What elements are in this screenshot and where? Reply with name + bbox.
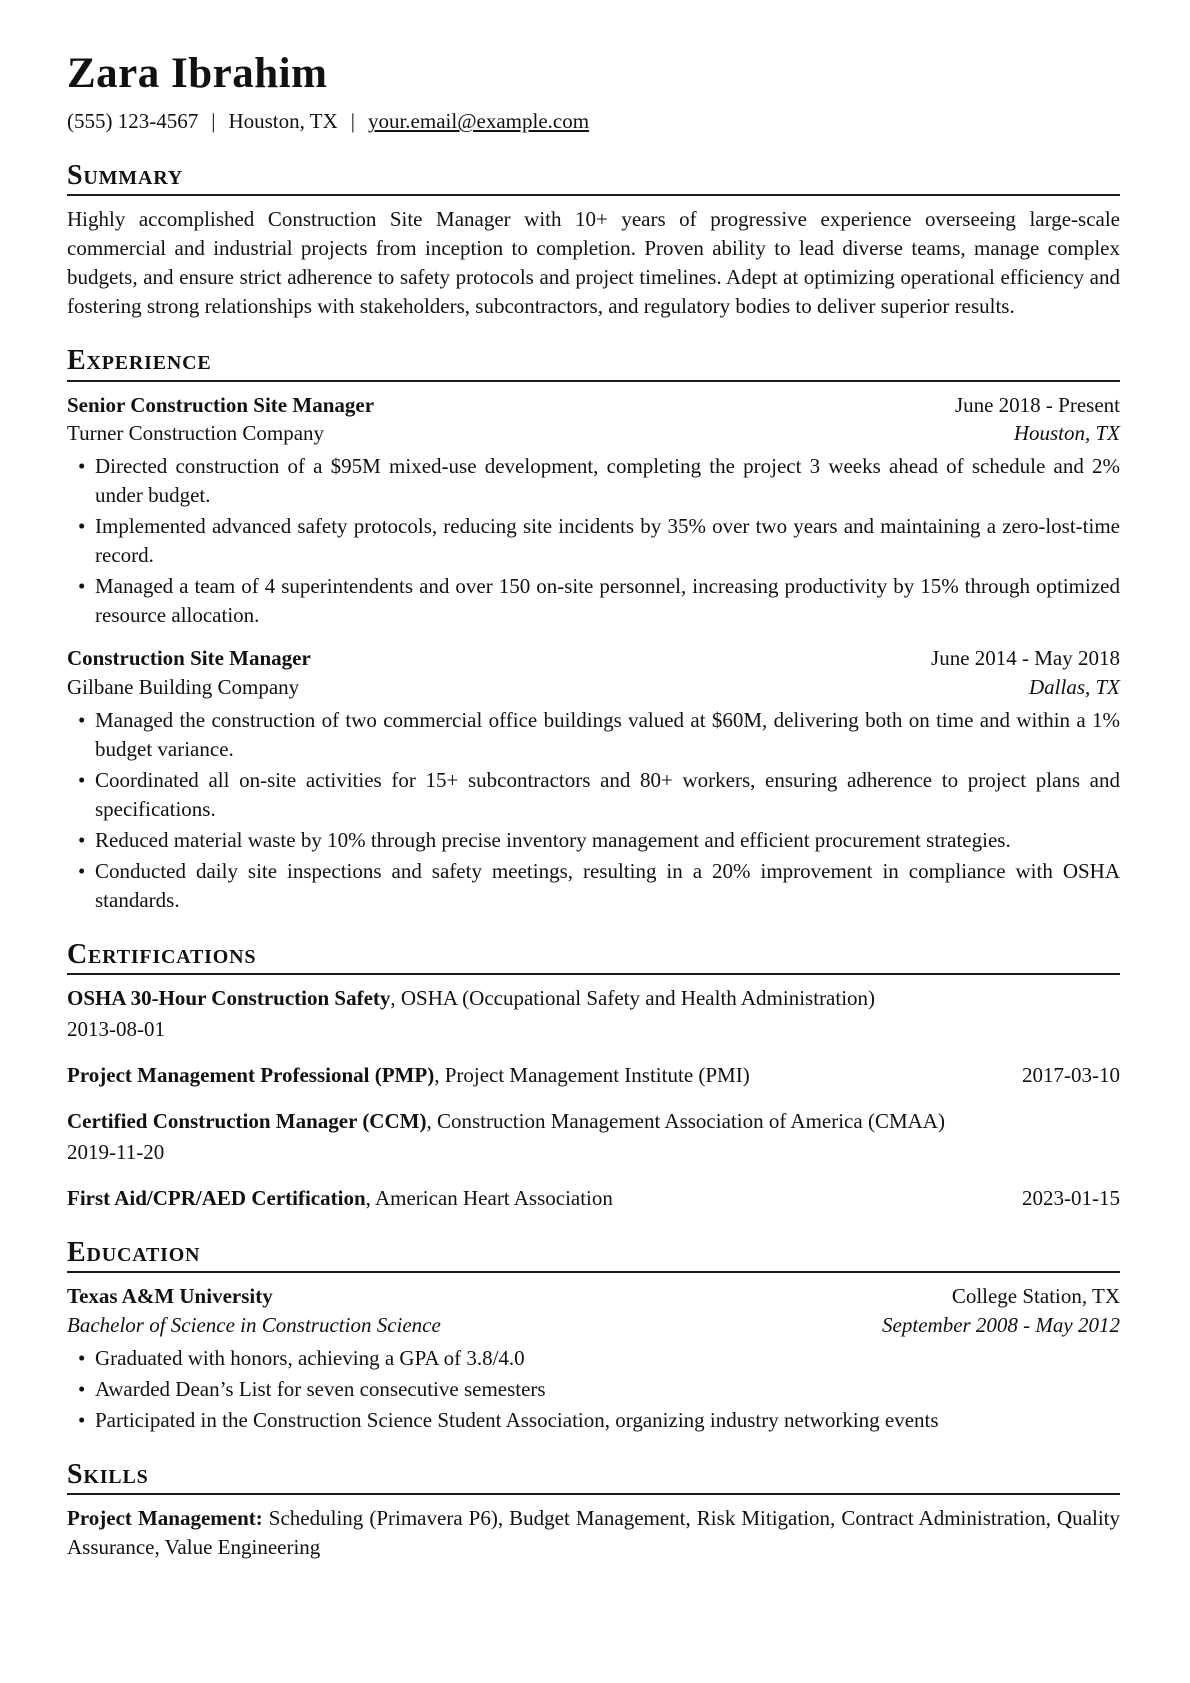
job-title: Construction Site Manager: [67, 646, 311, 671]
job-bullet-list: [67, 706, 1120, 915]
contact-separator: |: [211, 109, 216, 134]
bullet-marker: •: [78, 1377, 86, 1402]
degree-name: Bachelor of Science in Construction Science: [67, 1313, 441, 1338]
section-skills: [67, 1459, 1120, 1562]
section-certifications: [67, 939, 1120, 1213]
certification-name: OSHA 30-Hour Construction Safety: [67, 986, 391, 1011]
list-item: [67, 826, 1120, 855]
location-text: Houston, TX: [228, 109, 338, 134]
bullet-text: Managed a team of 4 superintendents and over 150 on-site personnel, increasing productivity by 15% through optimized resource allocation.: [95, 574, 1120, 628]
job-location: Dallas, TX: [1028, 675, 1120, 700]
candidate-name: Zara Ibrahim: [67, 50, 328, 97]
list-item: [67, 766, 1120, 824]
certification-date: 2013-08-01: [67, 1017, 165, 1042]
bullet-marker: •: [78, 768, 86, 793]
job-company: Gilbane Building Company: [67, 675, 300, 700]
bullet-text: Conducted daily site inspections and safety meetings, resulting in a 20% improvement in compliance with OSHA standards.: [95, 859, 1120, 913]
skill-category: Project Management:: [67, 1506, 263, 1531]
email-link[interactable]: your.email@example.com: [367, 109, 590, 134]
bullet-marker: •: [78, 828, 86, 853]
certifications-heading: Certifications: [67, 939, 1120, 975]
education-heading: Education: [67, 1237, 1120, 1273]
skill-details: Scheduling (Primavera P6), Budget Management, Risk Mitigation, Contract Administration, Quality Assurance, Value Engineering: [67, 1506, 1120, 1560]
list-item: [67, 1375, 1120, 1404]
certification-issuer: , OSHA (Occupational Safety and Health Administration): [390, 986, 876, 1011]
experience-entry: [67, 644, 1120, 915]
bullet-text: Coordinated all on-site activities for 15+ subcontractors and 80+ workers, ensuring adherence to project plans and specifications.: [95, 768, 1120, 822]
bullet-marker: •: [78, 708, 86, 733]
certification-entry: [67, 1061, 1120, 1090]
experience-heading: Experience: [67, 345, 1120, 381]
list-item: [67, 572, 1120, 630]
list-item: [67, 706, 1120, 764]
contact-line: [67, 107, 1120, 136]
bullet-marker: •: [78, 454, 86, 479]
job-location: Houston, TX: [1013, 421, 1120, 446]
certification-name: Certified Construction Manager (CCM): [67, 1109, 427, 1134]
experience-entry: [67, 391, 1120, 631]
certification-entry: [67, 1107, 1120, 1167]
job-company: Turner Construction Company: [67, 421, 325, 446]
certification-date: 2023-01-15: [1022, 1186, 1120, 1211]
certification-name: First Aid/CPR/AED Certification: [67, 1186, 366, 1211]
section-summary: [67, 160, 1120, 321]
education-bullet-list: [67, 1344, 1120, 1435]
bullet-marker: •: [78, 514, 86, 539]
skills-heading: Skills: [67, 1459, 1120, 1495]
list-item: [67, 1406, 1120, 1435]
job-title: Senior Construction Site Manager: [67, 392, 375, 417]
bullet-marker: •: [78, 1408, 86, 1433]
phone-number: (555) 123-4567: [67, 109, 199, 134]
certification-issuer: , Construction Management Association of America (CMAA): [426, 1109, 945, 1134]
summary-text: Highly accomplished Construction Site Manager with 10+ years of progressive experience overseeing large-scale commercial and industrial projects from inception to completion. Proven ability to lead diverse teams, manage complex budgets, and ensure strict adherence to safety protocols and project timelines. Adept at optimizing operational efficiency and fostering strong relationships with stakeholders, subcontractors, and regulatory bodies to deliver superior results.: [67, 207, 1120, 319]
certification-entry: [67, 984, 1120, 1044]
school-dates: September 2008 - May 2012: [882, 1313, 1120, 1338]
certification-issuer: , American Heart Association: [365, 1186, 613, 1211]
school-name: Texas A&M University: [67, 1284, 273, 1309]
list-item: [67, 1344, 1120, 1373]
bullet-marker: •: [78, 574, 86, 599]
certification-date: 2019-11-20: [67, 1140, 165, 1165]
certification-entry: [67, 1184, 1120, 1213]
school-location: College Station, TX: [951, 1284, 1120, 1309]
summary-heading: Summary: [67, 160, 1120, 196]
job-dates: June 2014 - May 2018: [931, 646, 1120, 671]
list-item: [67, 512, 1120, 570]
bullet-text: Graduated with honors, achieving a GPA of 3.8/4.0: [95, 1346, 525, 1371]
education-entry: [67, 1282, 1120, 1435]
bullet-text: Implemented advanced safety protocols, reducing site incidents by 35% over two years and maintaining a zero-lost-time record.: [95, 514, 1120, 568]
bullet-marker: •: [78, 859, 86, 884]
skill-category-line: [67, 1504, 1120, 1562]
list-item: [67, 857, 1120, 915]
section-education: [67, 1237, 1120, 1435]
bullet-marker: •: [78, 1346, 86, 1371]
bullet-text: Managed the construction of two commercial office buildings valued at $60M, delivering both on time and within a 1% budget variance.: [95, 708, 1120, 762]
bullet-text: Reduced material waste by 10% through precise inventory management and efficient procurement strategies.: [95, 828, 1011, 853]
bullet-text: Directed construction of a $95M mixed-use development, completing the project 3 weeks ahead of schedule and 2% under budget.: [95, 454, 1120, 508]
job-bullet-list: [67, 452, 1120, 630]
certification-name: Project Management Professional (PMP): [67, 1063, 435, 1088]
certification-issuer: , Project Management Institute (PMI): [434, 1063, 750, 1088]
contact-separator: |: [350, 109, 355, 134]
bullet-text: Participated in the Construction Science Student Association, organizing industry networking events: [95, 1408, 939, 1433]
list-item: [67, 452, 1120, 510]
bullet-text: Awarded Dean’s List for seven consecutive semesters: [95, 1377, 546, 1402]
section-experience: [67, 345, 1120, 915]
job-dates: June 2018 - Present: [954, 392, 1120, 417]
certification-date: 2017-03-10: [1022, 1063, 1120, 1088]
